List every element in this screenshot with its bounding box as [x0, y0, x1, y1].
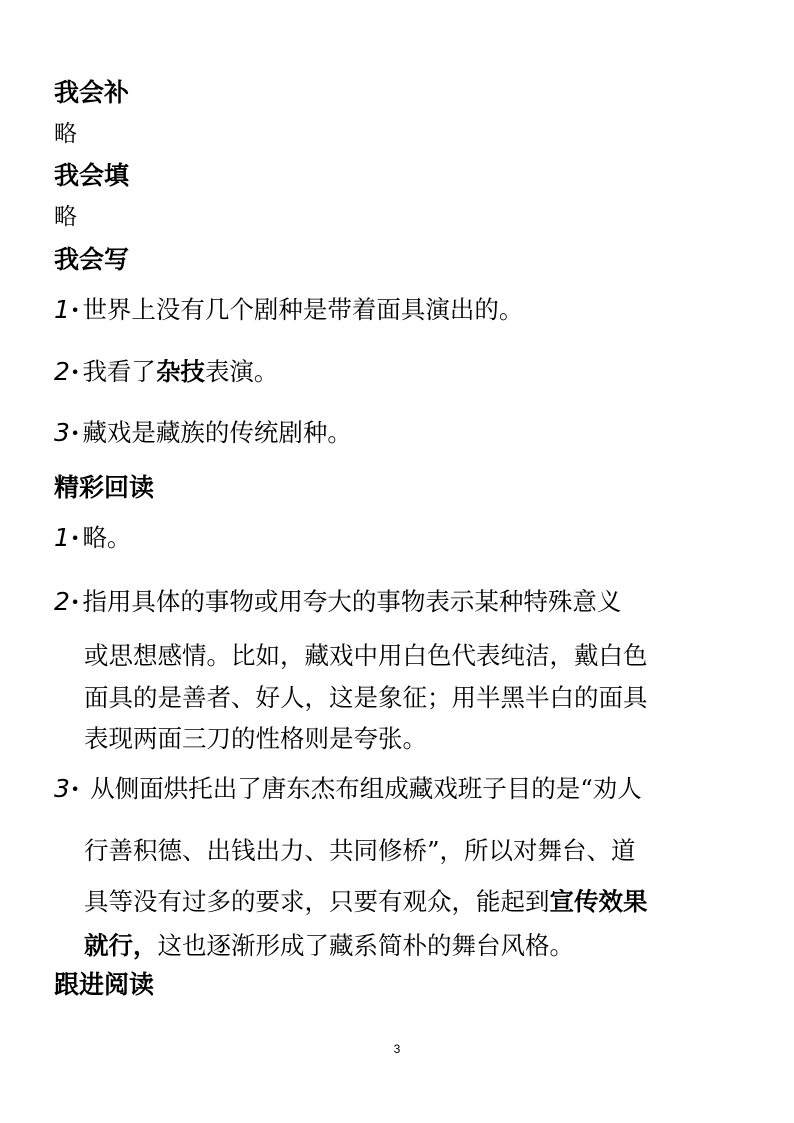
item-continuation — [84, 885, 648, 919]
item-text: 我看了 — [82, 357, 156, 386]
item-continuation: 行善积德、出钱出力、共同修桥”，所以对舞台、道 — [84, 836, 636, 865]
item-number: 2 — [54, 587, 70, 616]
item-text: 略。 — [82, 523, 132, 552]
answer-text: 略 — [54, 121, 77, 147]
item-text: 从侧面烘托出了唐东杰布组成藏戏班子目的是“劝人 — [90, 774, 642, 803]
list-item: 3· 藏戏是藏族的传统剧种。 — [54, 418, 352, 447]
item-text: 藏戏是藏族的传统剧种。 — [82, 418, 352, 447]
item-continuation — [84, 929, 574, 963]
item-text: 这也逐渐形成了藏系简朴的舞台风格。 — [157, 931, 574, 960]
item-text: 具等没有过多的要求，只要有观众，能起到 — [84, 887, 550, 916]
list-item: 1· 世界上没有几个剧种是带着面具演出的。 — [54, 295, 524, 324]
item-number: 3 — [54, 418, 70, 447]
page-number: 3 — [393, 1042, 401, 1056]
item-continuation: 面具的是善者、好人，这是象征；用半黑半白的面具 — [84, 683, 648, 712]
item-text: 指用具体的事物或用夸大的事物表示某种特殊意义 — [82, 587, 622, 616]
heading-jing-cai-hui-du: 精彩回读 — [54, 473, 155, 502]
bold-text: 宣传效果 — [549, 887, 648, 916]
list-item: 1· 略。 — [54, 523, 132, 552]
answer-text: 略 — [54, 204, 77, 230]
heading-wo-hui-bu: 我会补 — [54, 78, 130, 107]
item-text: 表演。 — [204, 357, 279, 386]
item-number: 3 — [54, 774, 70, 803]
bold-text: 就行， — [84, 931, 158, 960]
item-number: 1 — [54, 295, 70, 324]
list-item: 2· 指用具体的事物或用夸大的事物表示某种特殊意义 — [54, 587, 622, 616]
item-text: 世界上没有几个剧种是带着面具演出的。 — [82, 295, 524, 324]
bold-text: 杂技 — [155, 357, 205, 386]
item-number: 2 — [54, 357, 70, 386]
item-continuation: 表现两面三刀的性格则是夸张。 — [84, 724, 427, 753]
item-number: 1 — [54, 523, 70, 552]
heading-wo-hui-xie: 我会写 — [54, 245, 130, 274]
list-item: 2· 我看了杂技表演。 — [54, 357, 279, 386]
list-item: 3· 从侧面烘托出了唐东杰布组成藏戏班子目的是“劝人 — [54, 774, 642, 803]
item-continuation: 或思想感情。比如，藏戏中用白色代表纯洁，戴白色 — [84, 641, 648, 670]
heading-wo-hui-tian: 我会填 — [54, 161, 130, 190]
heading-gen-jin-yue-du: 跟进阅读 — [54, 970, 155, 999]
